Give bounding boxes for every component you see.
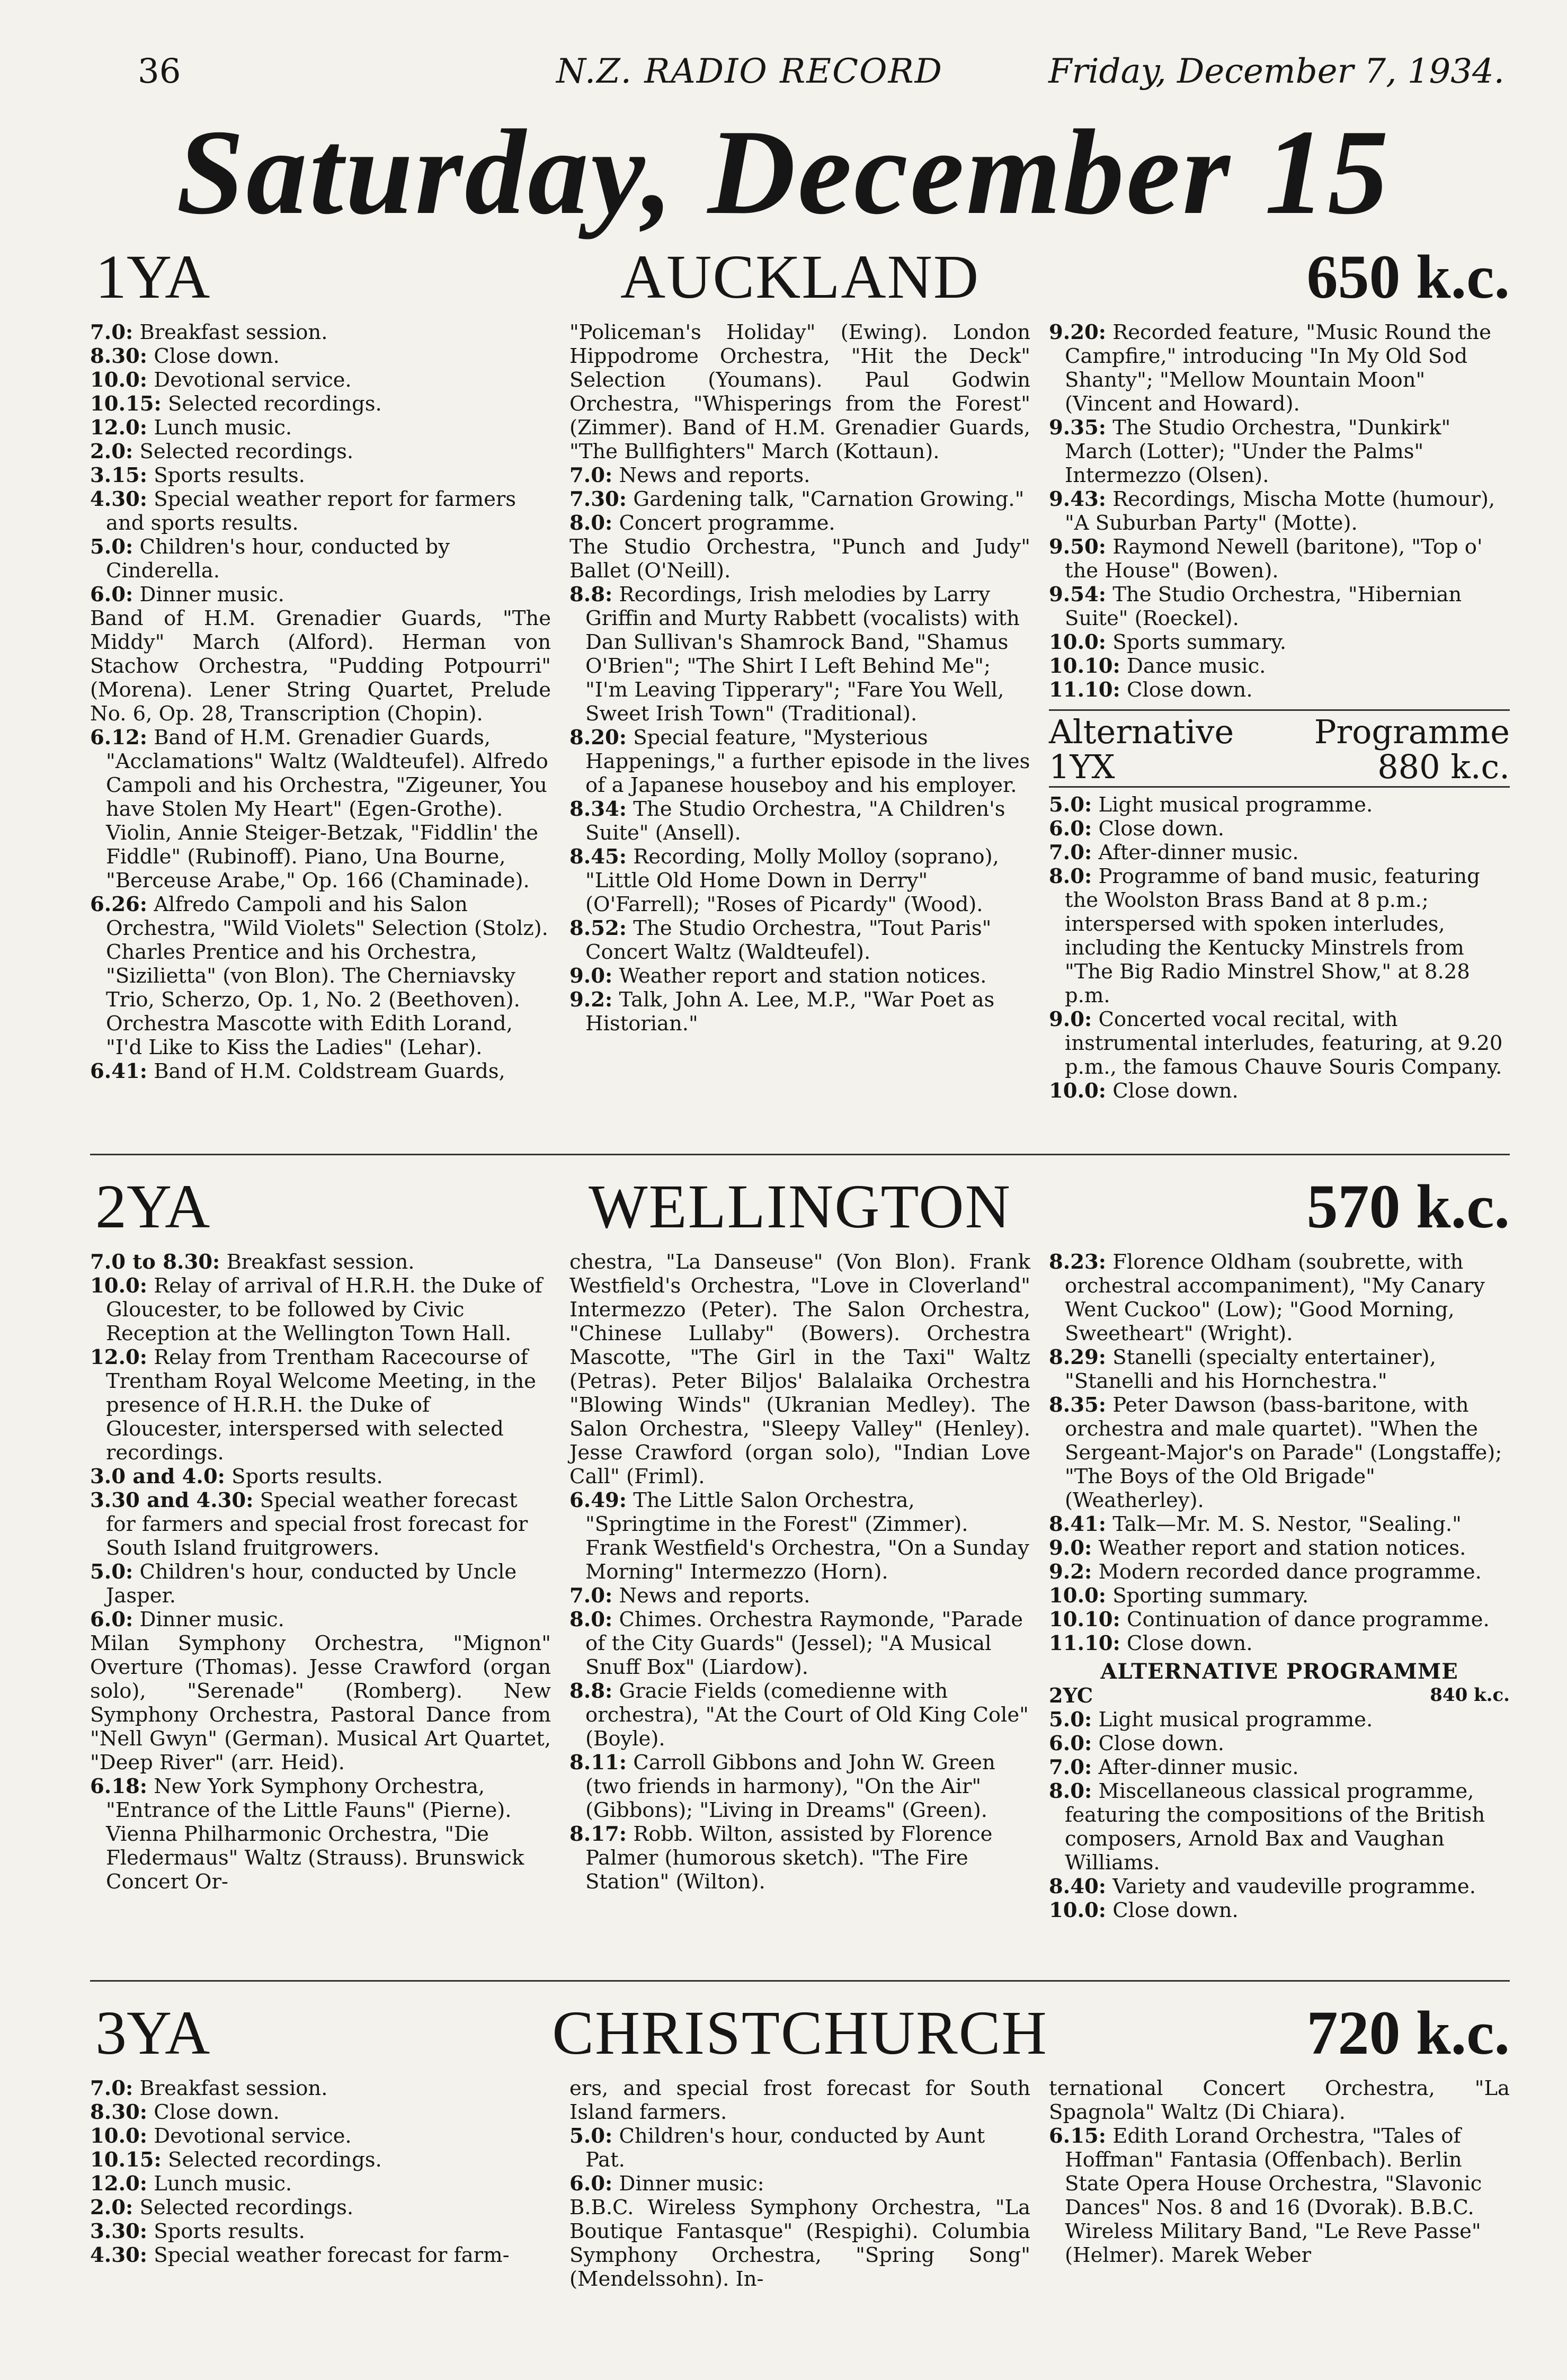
programme-column xyxy=(90,320,551,1083)
programme-text: Dance music. xyxy=(1127,654,1266,678)
programme-time: 10.0: xyxy=(90,1274,147,1298)
programme-time: 2.0: xyxy=(90,440,133,463)
programme-text: Talk—Mr. M. S. Nestor, "Sealing." xyxy=(1112,1512,1462,1536)
divider xyxy=(1049,786,1510,788)
programme-time: 10.0: xyxy=(90,368,147,392)
programme-time: 8.8: xyxy=(569,583,613,607)
alternative-programme-title: ALTERNATIVE PROGRAMME xyxy=(1100,1659,1458,1684)
alternative-programme-list xyxy=(1049,793,1510,1103)
programme-entry xyxy=(569,916,1030,964)
programme-time: 8.52: xyxy=(569,916,627,940)
programme-entry xyxy=(90,2076,551,2100)
programme-text: Variety and vaudeville programme. xyxy=(1112,1875,1476,1898)
programme-entry xyxy=(90,2172,551,2196)
programme-entry xyxy=(90,2124,551,2148)
programme-text: Devotional service. xyxy=(154,2124,352,2148)
programme-time: 3.15: xyxy=(90,463,147,487)
programme-entry xyxy=(569,1679,1030,1751)
programme-time: 6.0: xyxy=(90,1608,133,1632)
programme-text: Dinner music. xyxy=(139,583,284,607)
programme-entry xyxy=(90,2196,551,2219)
programme-entry xyxy=(1049,841,1510,864)
programme-time: 6.0: xyxy=(569,2172,613,2196)
programme-entry xyxy=(1049,416,1510,487)
programme-column xyxy=(1049,1250,1510,1922)
programme-time: 8.34: xyxy=(569,797,627,821)
programme-entry xyxy=(1049,1008,1510,1079)
programme-text: Breakfast session. xyxy=(226,1250,415,1274)
programme-text: Special weather report for farmers and sports results. xyxy=(106,487,517,535)
day-title: Saturday, December 15 xyxy=(176,104,1391,239)
programme-column xyxy=(569,320,1030,1036)
programme-text: Alfredo Campoli and his Salon Orchestra, "Wild Violets" Selection (Stolz). Charles Prentice and his Orchestra, "Sizilietta" (von Blon). The Cherniavsky Trio, Scherzo, Op. 1, No. 2 (Beethoven). Orchestra Mascotte with Edith Lorand, "I'd Like to Kiss the Ladies" (Lehar). xyxy=(106,893,548,1059)
programme-text: Band of H.M. Coldstream Guards, xyxy=(154,1059,505,1083)
programme-time: 8.20: xyxy=(569,726,627,750)
programme-text: Band of H.M. Grenadier Guards, "Acclamations" Waltz (Waldteufel). Alfredo Campoli and his Orchestra, "Zigeuner, You have Stolen My Heart" (Egen-Grothe). Violin, Annie Steiger-Betzak, "Fiddlin' the Fiddle" (Rubinoff). Piano, Una Bourne, "Berceuse Arabe," Op. 166 (Chaminade). xyxy=(106,726,548,893)
programme-entry xyxy=(1049,1608,1510,1632)
programme-text: Continuation of dance programme. xyxy=(1127,1608,1490,1632)
station-frequency: 720 k.c. xyxy=(1306,1998,1510,2067)
programme-text: Breakfast session. xyxy=(139,2076,328,2100)
programme-text: Sports results. xyxy=(154,2219,305,2243)
station-section-2ya xyxy=(90,1171,1510,1922)
programme-entry xyxy=(1049,817,1510,841)
programme-time: 9.0: xyxy=(569,964,613,988)
programme-text: Milan Symphony Orchestra, "Mignon" Overture (Thomas). Jesse Crawford (organ solo), "Serenade" (Romberg). New Symphony Orchestra, Pastoral Dance from "Nell Gwyn" (German). Musical Art Quartet, "Deep River" (arr. Heid). xyxy=(90,1632,551,1775)
programme-column xyxy=(569,1250,1030,1894)
programme-entry xyxy=(1049,654,1510,678)
programme-entry xyxy=(90,535,551,583)
station-city: CHRISTCHURCH xyxy=(552,1998,1048,2067)
programme-text: News and reports. xyxy=(619,1584,811,1608)
programme-text: Peter Dawson (bass-baritone, with orchestra and male quartet). "When the Sergeant-Major's on Parade" (Longstaffe); "The Boys of the Old Brigade" (Weatherley). xyxy=(1065,1393,1502,1512)
programme-text: Close down. xyxy=(1112,1079,1239,1103)
programme-entry xyxy=(90,726,551,893)
programme-time: 9.20: xyxy=(1049,320,1106,344)
alternative-programme-header xyxy=(1049,709,1510,784)
programme-time: 8.23: xyxy=(1049,1250,1106,1274)
programme-entry xyxy=(1049,1875,1510,1898)
programme-text: Lunch music. xyxy=(154,2172,292,2196)
programme-text: Weather report and station notices. xyxy=(619,964,987,988)
station-frequency: 570 k.c. xyxy=(1306,1172,1510,1241)
programme-time: 12.0: xyxy=(90,2172,147,2196)
programme-entry xyxy=(1049,678,1510,702)
programme-text: Selected recordings. xyxy=(168,392,382,416)
programme-entry xyxy=(1049,1755,1510,1779)
programme-text: Special feature, "Mysterious Happenings," a further episode in the lives of a Japanese houseboy and his employer. xyxy=(585,726,1030,797)
programme-text: News and reports. xyxy=(619,463,811,487)
programme-entry xyxy=(90,392,551,416)
programme-text: After-dinner music. xyxy=(1098,841,1299,864)
programme-text: Edith Lorand Orchestra, "Tales of Hoffman" Fantasia (Offenbach). Berlin State Opera House Orchestra, "Slavonic Dances" Nos. 8 and 16 (Dvorak). B.B.C. Wireless Military Band, "Le Reve Passe" (Helmer). Marek Weber xyxy=(1065,2124,1482,2267)
programme-time: 8.0: xyxy=(569,511,613,535)
programme-text: Close down. xyxy=(1127,1632,1253,1655)
programme-text: Talk, John A. Lee, M.P., "War Poet as Historian." xyxy=(585,988,995,1036)
alternative-programme-header xyxy=(1049,1683,1510,1708)
station-header xyxy=(90,1171,1510,1250)
programme-time: 10.10: xyxy=(1049,1608,1120,1632)
programme-text: Weather report and station notices. xyxy=(1098,1536,1466,1560)
issue-date: Friday, December 7, 1934. xyxy=(1048,52,1504,91)
programme-text: Children's hour, conducted by Cinderella. xyxy=(106,535,450,583)
programme-time: 7.0: xyxy=(90,2076,133,2100)
programme-text: Selected recordings. xyxy=(139,2196,354,2219)
station-header xyxy=(90,1997,1510,2076)
programme-text: The Studio Orchestra, "A Children's Suite" (Ansell). xyxy=(585,797,1005,845)
programme-text: Children's hour, conducted by Uncle Jasper. xyxy=(106,1560,517,1608)
page-number: 36 xyxy=(138,52,181,91)
programme-text: Recording, Molly Molloy (soprano), "Little Old Home Down in Derry" (O'Farrell); "Roses of Picardy" (Wood). xyxy=(585,845,999,916)
programme-column xyxy=(90,1250,551,1894)
programme-time: 12.0: xyxy=(90,1345,147,1369)
programme-time: 8.8: xyxy=(569,1679,613,1703)
programme-text: Close down. xyxy=(1098,1732,1224,1755)
programme-text: Miscellaneous classical programme, featuring the compositions of the British composers, Arnold Bax and Vaughan Williams. xyxy=(1065,1779,1485,1875)
programme-time: 2.0: xyxy=(90,2196,133,2219)
programme-time: 6.0: xyxy=(1049,817,1092,841)
programme-entry xyxy=(90,2219,551,2243)
programme-time: 12.0: xyxy=(90,416,147,440)
programme-text: Dinner music: xyxy=(619,2172,764,2196)
programme-entry xyxy=(1049,1779,1510,1875)
programme-text: B.B.C. Wireless Symphony Orchestra, "La Boutique Fantasque" (Respighi). Columbia Symphony Orchestra, "Spring Song" (Mendelssohn). In- xyxy=(569,2196,1030,2291)
programme-entry xyxy=(90,2243,551,2267)
station-city: WELLINGTON xyxy=(589,1172,1011,1241)
programme-entry xyxy=(90,1059,551,1083)
programme-column xyxy=(1049,320,1510,1103)
programme-text: Recordings, Irish melodies by Larry Griffin and Murty Rabbett (vocalists) with Dan Sullivan's Shamrock Band, "Shamus O'Brien"; "The Shirt I Left Behind Me"; "I'm Leaving Tipperary"; "Fare You Well, Sweet Irish Town" (Traditional). xyxy=(585,583,1020,726)
programme-text: Selected recordings. xyxy=(139,440,354,463)
programme-text: New York Symphony Orchestra, "Entrance of the Little Fauns" (Pierne). Vienna Philharmonic Orchestra, "Die Fledermaus" Waltz (Strauss). Brunswick Concert Or- xyxy=(106,1775,524,1894)
programme-entry xyxy=(569,845,1030,916)
programme-entry xyxy=(1049,793,1510,817)
station-frequency: 650 k.c. xyxy=(1306,242,1510,311)
programme-text: Raymond Newell (baritone), "Top o' the House" (Bowen). xyxy=(1065,535,1483,583)
programme-text: Light musical programme. xyxy=(1098,1708,1373,1732)
programme-text: Close down. xyxy=(1127,678,1253,702)
programme-entry xyxy=(90,893,551,1059)
programme-text: ers, and special frost forecast for South Island farmers. xyxy=(569,2076,1030,2124)
programme-entry xyxy=(569,463,1030,487)
programme-entry xyxy=(569,511,1030,535)
divider xyxy=(90,1980,1510,1982)
programme-time: 8.29: xyxy=(1049,1345,1106,1369)
programme-time: 8.0: xyxy=(1049,864,1092,888)
programme-entry xyxy=(90,416,551,440)
programme-time: 9.54: xyxy=(1049,583,1106,607)
programme-time: 9.43: xyxy=(1049,487,1106,511)
programme-list xyxy=(1049,1250,1510,1655)
programme-entry xyxy=(1049,630,1510,654)
programme-text: Close down. xyxy=(1098,817,1224,841)
programme-entry xyxy=(569,797,1030,845)
programme-text: Lunch music. xyxy=(154,416,292,440)
programme-text: Sporting summary. xyxy=(1112,1584,1309,1608)
programme-time: 8.17: xyxy=(569,1822,627,1846)
programme-column xyxy=(569,2076,1030,2291)
programme-time: 9.2: xyxy=(1049,1560,1092,1584)
programme-text: Concert programme. xyxy=(619,511,835,535)
programme-text: The Studio Orchestra, "Tout Paris" Concert Waltz (Waldteufel). xyxy=(585,916,992,964)
station-city: AUCKLAND xyxy=(620,242,980,311)
programme-entry xyxy=(569,1250,1030,1488)
programme-text: Special weather forecast for farm- xyxy=(154,2243,510,2267)
programme-entry xyxy=(1049,535,1510,583)
programme-text: Close down. xyxy=(154,344,280,368)
programme-entry xyxy=(1049,2076,1510,2124)
programme-text: Recordings, Mischa Motte (humour), "A Suburban Party" (Motte). xyxy=(1065,487,1495,535)
programme-text: Children's hour, conducted by Aunt Pat. xyxy=(585,2124,985,2172)
programme-time: 9.0: xyxy=(1049,1008,1092,1031)
programme-time: 6.49: xyxy=(569,1488,627,1512)
programme-text: Relay from Trentham Racecourse of Trentham Royal Welcome Meeting, in the presence of H.R.H. the Duke of Gloucester, interspersed with selected recordings. xyxy=(106,1345,536,1465)
programme-time: 5.0: xyxy=(1049,793,1092,817)
programme-entry xyxy=(1049,1584,1510,1608)
programme-text: Sports results. xyxy=(154,463,305,487)
programme-entry xyxy=(1049,1536,1510,1560)
programme-text: Relay of arrival of H.R.H. the Duke of Gloucester, to be followed by Civic Reception at the Wellington Town Hall. xyxy=(106,1274,542,1345)
alt-label: Programme xyxy=(1314,712,1510,751)
programme-text: Modern recorded dance programme. xyxy=(1098,1560,1482,1584)
programme-entry xyxy=(90,1608,551,1632)
page-header xyxy=(138,52,1504,100)
programme-entry xyxy=(90,2100,551,2124)
alt-frequency: 880 k.c. xyxy=(1377,747,1510,786)
programme-text: "Policeman's Holiday" (Ewing). London Hippodrome Orchestra, "Hit the Deck" Selection (Youmans). Paul Godwin Orchestra, "Whisperings from the Forest" (Zimmer). Band of H.M. Grenadier Guards, "The Bullfighters" March (Kottaun). xyxy=(569,320,1030,463)
programme-text: Recorded feature, "Music Round the Campfire," introducing "In My Old Sod Shanty"; "Mellow Mountain Moon" (Vincent and Howard). xyxy=(1065,320,1491,416)
programme-entry xyxy=(90,1632,551,1775)
alt-frequency: 840 k.c. xyxy=(1430,1684,1510,1706)
programme-time: 7.0 to 8.30: xyxy=(90,1250,220,1274)
programme-entry xyxy=(569,1488,1030,1584)
programme-time: 3.30: xyxy=(90,2219,147,2243)
programme-text: Florence Oldham (soubrette, with orchestral accompaniment), "My Canary Went Cuckoo" (Low); "Good Morning, Sweetheart" (Wright). xyxy=(1065,1250,1485,1345)
programme-text: Sports results. xyxy=(232,1465,383,1488)
programme-time: 3.0 and 4.0: xyxy=(90,1465,225,1488)
programme-time: 8.0: xyxy=(569,1608,613,1632)
programme-time: 9.2: xyxy=(569,988,613,1012)
programme-text: Sports summary. xyxy=(1112,630,1287,654)
programme-entry xyxy=(569,583,1030,726)
station-section-1ya xyxy=(90,241,1510,1103)
alt-label: Alternative xyxy=(1049,712,1234,751)
programme-time: 9.50: xyxy=(1049,535,1106,559)
programme-time: 10.15: xyxy=(90,2148,162,2172)
programme-time: 8.35: xyxy=(1049,1393,1106,1417)
programme-text: Light musical programme. xyxy=(1098,793,1373,817)
programme-entry xyxy=(1049,1708,1510,1732)
programme-time: 8.30: xyxy=(90,344,147,368)
programme-time: 10.0: xyxy=(1049,1584,1106,1608)
programme-text: The Little Salon Orchestra, "Springtime in the Forest" (Zimmer). Frank Westfield's Orchestra, "On a Sunday Morning" Intermezzo (Horn). xyxy=(585,1488,1029,1584)
programme-time: 6.0: xyxy=(90,583,133,607)
programme-list xyxy=(1049,320,1510,702)
programme-text: The Studio Orchestra, "Hibernian Suite" (Roeckel). xyxy=(1065,583,1462,630)
programme-entry xyxy=(90,440,551,463)
programme-entry xyxy=(90,1345,551,1465)
programme-entry xyxy=(569,2196,1030,2291)
station-section-3ya xyxy=(90,1997,1510,2291)
station-call-sign: 3YA xyxy=(95,1998,210,2067)
programme-time: 7.0: xyxy=(569,1584,613,1608)
alt-call-sign: 2YC xyxy=(1049,1683,1093,1707)
programme-entry xyxy=(1049,1393,1510,1512)
programme-time: 10.10: xyxy=(1049,654,1120,678)
programme-text: Chimes. Orchestra Raymonde, "Parade of the City Guards" (Jessel); "A Musical Snuff Box" (Liardow). xyxy=(585,1608,1023,1679)
programme-entry xyxy=(90,607,551,726)
publication-name: N.Z. RADIO RECORD xyxy=(556,52,943,91)
programme-time: 7.0: xyxy=(569,463,613,487)
programme-entry xyxy=(1049,320,1510,416)
programme-text: Band of H.M. Grenadier Guards, "The Middy" March (Alford). Herman von Stachow Orchestra, "Pudding Potpourri" (Morena). Lener String Quartet, Prelude No. 6, Op. 28, Transcription (Chopin). xyxy=(90,607,551,726)
programme-time: 5.0: xyxy=(569,2124,613,2148)
programme-entry xyxy=(1049,1898,1510,1922)
programme-text: Concerted vocal recital, with instrumental interludes, featuring, at 9.20 p.m., the famous Chauve Souris Company. xyxy=(1065,1008,1503,1079)
programme-time: 7.0: xyxy=(90,320,133,344)
programme-time: 8.30: xyxy=(90,2100,147,2124)
programme-text: Gardening talk, "Carnation Growing." xyxy=(633,487,1025,511)
programme-time: 6.12: xyxy=(90,726,147,750)
programme-entry xyxy=(90,1488,551,1560)
programme-time: 10.0: xyxy=(1049,1079,1106,1103)
programme-entry xyxy=(569,988,1030,1036)
programme-entry xyxy=(569,964,1030,988)
programme-entry xyxy=(90,368,551,392)
programme-entry xyxy=(90,1274,551,1345)
programme-time: 11.10: xyxy=(1049,678,1120,702)
programme-text: Gracie Fields (comedienne with orchestra), "At the Court of Old King Cole" (Boyle). xyxy=(585,1679,1029,1751)
programme-entry xyxy=(1049,1560,1510,1584)
programme-entry xyxy=(90,1775,551,1894)
programme-entry xyxy=(569,1822,1030,1894)
programme-text: After-dinner music. xyxy=(1098,1755,1299,1779)
programme-entry xyxy=(1049,487,1510,535)
programme-text: Carroll Gibbons and John W. Green (two friends in harmony), "On the Air" (Gibbons); "Living in Dreams" (Green). xyxy=(585,1751,995,1822)
programme-text: Selected recordings. xyxy=(168,2148,382,2172)
programme-entry xyxy=(569,535,1030,583)
programme-column xyxy=(90,2076,551,2267)
programme-entry xyxy=(1049,1250,1510,1345)
programme-text: chestra, "La Danseuse" (Von Blon). Frank Westfield's Orchestra, "Love in Cloverland" Intermezzo (Peter). The Salon Orchestra, "Chinese Lullaby" (Bowers). Orchestra Mascotte, "The Girl in the Taxi" Waltz (Petras). Peter Biljos' Balalaika Orchestra "Blowing Winds" (Ukranian Medley). The Salon Orchestra, "Sleepy Valley" (Henley). Jesse Crawford (organ solo), "Indian Love Call" (Friml). xyxy=(569,1250,1030,1488)
programme-text: Robb. Wilton, assisted by Florence Palmer (humorous sketch). "The Fire Station" (Wilton). xyxy=(585,1822,993,1894)
programme-time: 8.40: xyxy=(1049,1875,1106,1898)
programme-text: Programme of band music, featuring the Woolston Brass Band at 8 p.m.; interspersed with spoken interludes, including the Kentucky Minstrels from "The Big Radio Minstrel Show," at 8.28 p.m. xyxy=(1065,864,1480,1008)
programme-time: 10.15: xyxy=(90,392,162,416)
programme-time: 8.41: xyxy=(1049,1512,1106,1536)
programme-entry xyxy=(90,487,551,535)
programme-entry xyxy=(90,1465,551,1488)
programme-entry xyxy=(90,2148,551,2172)
programme-entry xyxy=(569,1751,1030,1822)
programme-entry xyxy=(90,344,551,368)
programme-time: 4.30: xyxy=(90,2243,147,2267)
programme-time: 11.10: xyxy=(1049,1632,1120,1655)
programme-time: 10.0: xyxy=(1049,630,1106,654)
programme-entry xyxy=(1049,1512,1510,1536)
programme-text: Special weather forecast for farmers and special frost forecast for South Island fruitgrowers. xyxy=(106,1488,528,1560)
programme-entry xyxy=(569,320,1030,463)
programme-text: Close down. xyxy=(154,2100,280,2124)
programme-time: 10.0: xyxy=(1049,1898,1106,1922)
programme-entry xyxy=(569,726,1030,797)
programme-text: The Studio Orchestra, "Punch and Judy" Ballet (O'Neill). xyxy=(569,535,1030,583)
programme-entry xyxy=(1049,583,1510,630)
station-header xyxy=(90,241,1510,320)
programme-entry xyxy=(569,1584,1030,1608)
programme-time: 3.30 and 4.30: xyxy=(90,1488,254,1512)
programme-time: 7.30: xyxy=(569,487,627,511)
programme-time: 6.0: xyxy=(1049,1732,1092,1755)
programme-entry xyxy=(569,487,1030,511)
programme-entry xyxy=(569,1608,1030,1679)
alt-call-sign: 1YX xyxy=(1049,747,1115,786)
programme-time: 8.0: xyxy=(1049,1779,1092,1803)
programme-time: 6.41: xyxy=(90,1059,147,1083)
station-call-sign: 1YA xyxy=(95,242,210,311)
programme-text: The Studio Orchestra, "Dunkirk" March (Lotter); "Under the Palms" Intermezzo (Olsen). xyxy=(1065,416,1451,487)
programme-entry xyxy=(90,1560,551,1608)
programme-entry xyxy=(569,2076,1030,2124)
programme-time: 5.0: xyxy=(1049,1708,1092,1732)
programme-entry xyxy=(90,320,551,344)
programme-entry xyxy=(90,463,551,487)
programme-entry xyxy=(569,2124,1030,2172)
station-call-sign: 2YA xyxy=(95,1172,210,1241)
programme-time: 9.0: xyxy=(1049,1536,1092,1560)
programme-text: Close down. xyxy=(1112,1898,1239,1922)
programme-time: 6.26: xyxy=(90,893,147,916)
programme-text: Devotional service. xyxy=(154,368,352,392)
programme-time: 10.0: xyxy=(90,2124,147,2148)
programme-text: Breakfast session. xyxy=(139,320,328,344)
programme-time: 5.0: xyxy=(90,1560,133,1584)
programme-text: ternational Concert Orchestra, "La Spagnola" Waltz (Di Chiara). xyxy=(1049,2076,1510,2124)
programme-time: 7.0: xyxy=(1049,841,1092,864)
programme-entry xyxy=(1049,1732,1510,1755)
programme-entry xyxy=(1049,1345,1510,1393)
programme-entry xyxy=(1049,864,1510,1008)
programme-time: 6.18: xyxy=(90,1775,147,1798)
programme-time: 6.15: xyxy=(1049,2124,1106,2148)
programme-entry xyxy=(90,583,551,607)
programme-time: 5.0: xyxy=(90,535,133,559)
programme-time: 8.11: xyxy=(569,1751,627,1775)
programme-text: Dinner music. xyxy=(139,1608,284,1632)
programme-entry xyxy=(1049,1632,1510,1655)
programme-time: 9.35: xyxy=(1049,416,1106,440)
programme-time: 8.45: xyxy=(569,845,627,869)
programme-time: 7.0: xyxy=(1049,1755,1092,1779)
programme-time: 4.30: xyxy=(90,487,147,511)
divider xyxy=(90,1154,1510,1155)
programme-text: Stanelli (specialty entertainer), "Stanelli and his Hornchestra." xyxy=(1065,1345,1436,1393)
programme-entry xyxy=(1049,2124,1510,2267)
programme-column xyxy=(1049,2076,1510,2267)
programme-entry xyxy=(1049,1079,1510,1103)
programme-entry xyxy=(569,2172,1030,2196)
programme-entry xyxy=(90,1250,551,1274)
alternative-programme-list xyxy=(1049,1708,1510,1922)
